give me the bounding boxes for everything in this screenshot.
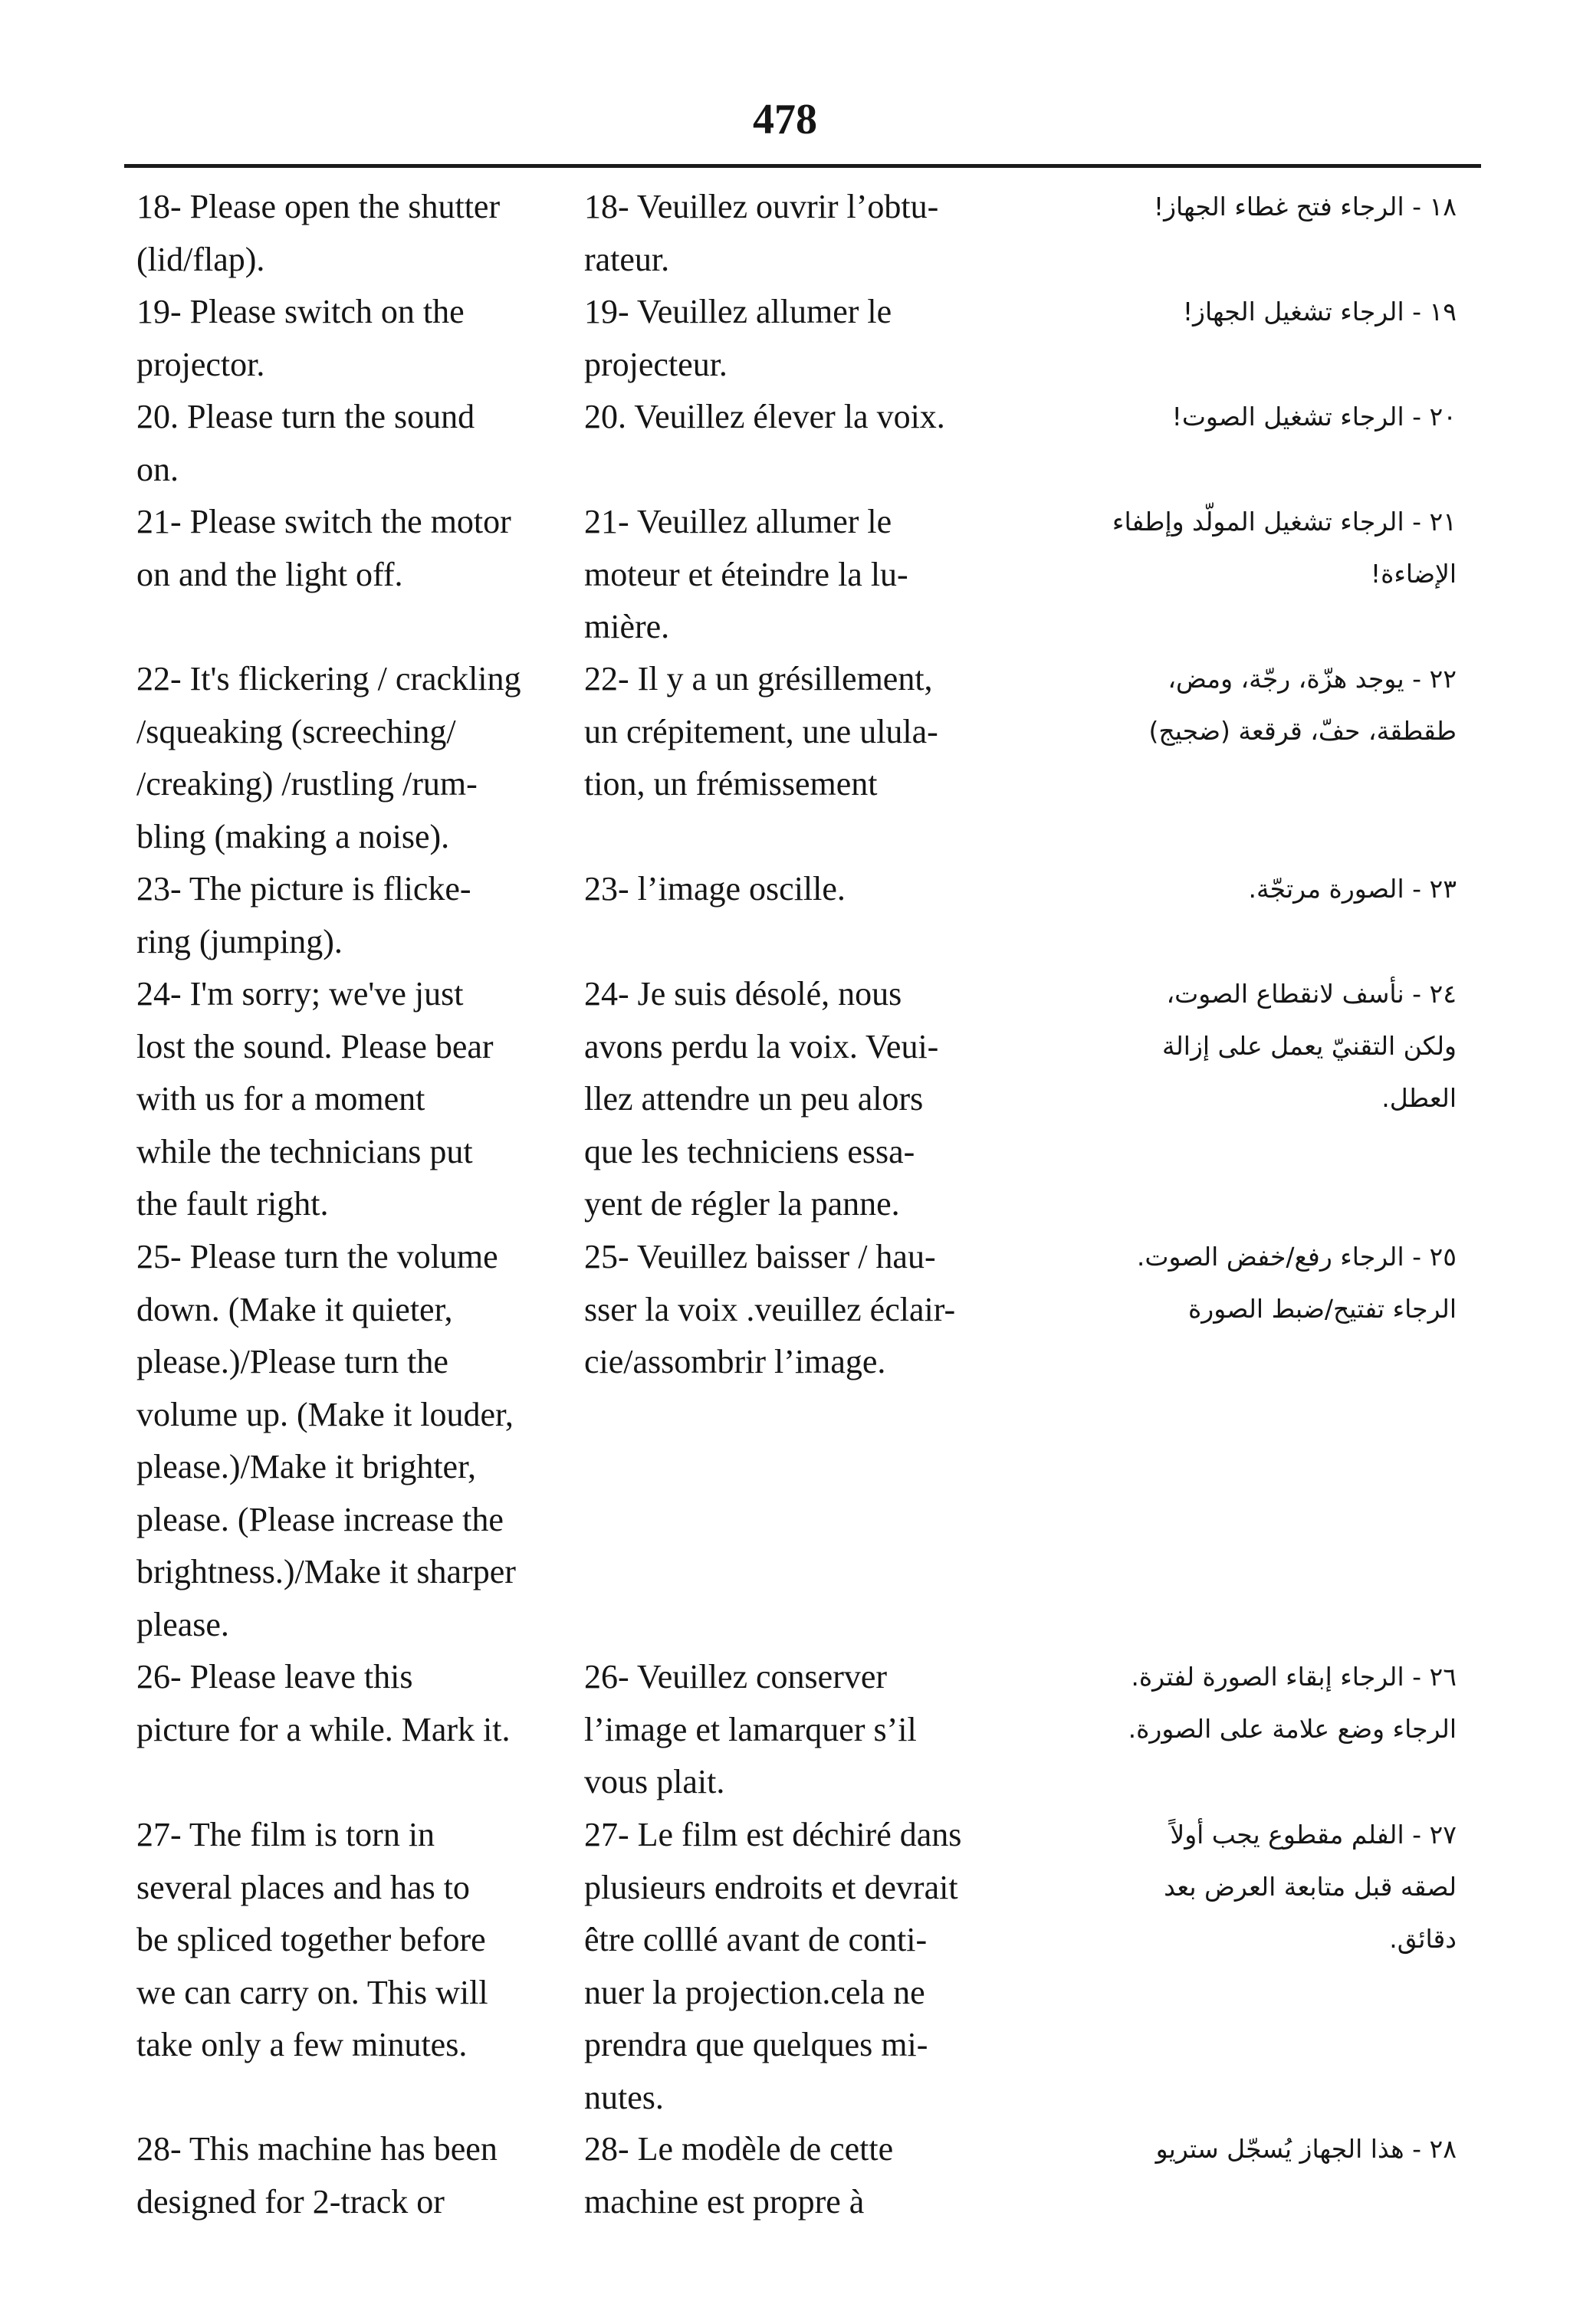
text-line: ٢٤ - نأسف لانقطاع الصوت، <box>1166 979 1457 1009</box>
page-number: 478 <box>753 96 817 143</box>
text-line: the fault right. <box>136 1185 329 1223</box>
english-text <box>136 653 554 863</box>
text-line: brightness.)/Make it sharper <box>136 1553 516 1590</box>
text-line: ring (jumping). <box>136 922 343 960</box>
english-text <box>136 496 554 601</box>
text-line: 19- Please switch on the <box>136 293 465 330</box>
english-text <box>136 1809 554 2072</box>
text-line: que les techniciens essa- <box>584 1132 915 1170</box>
text-line: plusieurs endroits et devrait <box>584 1868 958 1906</box>
text-line: l’image et lamarquer s’il <box>584 1710 917 1748</box>
text-line: nutes. <box>584 2078 664 2116</box>
text-line: 24- I'm sorry; we've just <box>136 975 464 1013</box>
text-line: bling (making a noise). <box>136 817 450 855</box>
text-line: ١٩ - الرجاء تشغيل الجهاز! <box>1182 297 1457 327</box>
arabic-text <box>1043 181 1457 233</box>
text-line: take only a few minutes. <box>136 2026 468 2063</box>
text-line: ٢٠ - الرجاء تشغيل الصوت! <box>1171 402 1457 432</box>
text-line: please.)/Make it brighter, <box>136 1448 476 1485</box>
text-line: tion, un frémissement <box>584 765 878 803</box>
text-line: 20. Please turn the sound <box>136 398 475 435</box>
arabic-text <box>1043 863 1457 915</box>
arabic-text <box>1043 968 1457 1124</box>
french-text <box>584 1231 1004 1389</box>
text-line: with us for a moment <box>136 1080 425 1118</box>
text-line: down. (Make it quieter, <box>136 1290 453 1328</box>
text-line: ٢٣ - الصورة مرتجّة. <box>1248 874 1457 904</box>
french-text <box>584 181 1004 286</box>
text-line: être colllé avant de conti- <box>584 1921 928 1958</box>
text-line: طقطقة، حفّ، قرقعة (ضجيج) <box>1148 716 1457 746</box>
text-line: on and the light off. <box>136 555 403 593</box>
text-line: الرجاء وضع علامة على الصورة. <box>1128 1714 1457 1744</box>
arabic-text <box>1043 653 1457 757</box>
french-text <box>584 1651 1004 1809</box>
text-line: several places and has to <box>136 1868 470 1906</box>
text-line: while the technicians put <box>136 1132 473 1170</box>
text-line: 27- The film is torn in <box>136 1816 435 1853</box>
text-line: 21- Veuillez allumer le <box>584 503 892 540</box>
text-line: lost the sound. Please bear <box>136 1027 494 1065</box>
text-line: 23- The picture is flicke- <box>136 870 471 908</box>
text-line: 21- Please switch the motor <box>136 503 511 540</box>
text-line: prendra que quelques mi- <box>584 2026 928 2063</box>
text-line: 22- It's flickering / crackling <box>136 660 521 698</box>
text-line: 27- Le film est déchiré dans <box>584 1816 962 1853</box>
text-line: ٢٧ - الفلم مقطوع يجب أولاً <box>1170 1820 1457 1850</box>
french-text <box>584 1809 1004 2124</box>
text-line: rateur. <box>584 240 670 278</box>
french-text <box>584 968 1004 1231</box>
english-text <box>136 181 554 286</box>
text-line: volume up. (Make it louder, <box>136 1395 514 1433</box>
text-line: we can carry on. This will <box>136 1973 488 2011</box>
text-line: machine est propre à <box>584 2182 865 2221</box>
text-line: un crépitement, une ulula- <box>584 712 938 750</box>
text-line: please.)/Please turn the <box>136 1343 448 1380</box>
english-text <box>136 1231 554 1651</box>
french-text <box>584 391 1004 444</box>
text-line: ٢٨ - هذا الجهاز يُسجّل ستريو <box>1155 2134 1457 2164</box>
text-line: ٢٥ - الرجاء رفع/خفض الصوت. <box>1136 1242 1457 1272</box>
text-line: on. <box>136 450 179 488</box>
english-text <box>136 2123 554 2228</box>
arabic-text <box>1043 286 1457 338</box>
text-line: 18- Please open the shutter <box>136 188 501 225</box>
text-line: llez attendre un peu alors <box>584 1080 924 1118</box>
arabic-text <box>1043 391 1457 443</box>
text-line: ١٨ - الرجاء فتح غطاء الجهاز! <box>1153 192 1457 222</box>
text-line: ٢٦ - الرجاء إبقاء الصورة لفترة. <box>1131 1662 1457 1692</box>
french-text <box>584 286 1004 391</box>
text-line: 25- Veuillez baisser / hau- <box>584 1238 936 1275</box>
text-line: 26- Please leave this <box>136 1658 413 1695</box>
french-text <box>584 863 1004 916</box>
text-line: yent de régler la panne. <box>584 1185 900 1223</box>
text-line: /creaking) /rustling /rum- <box>136 765 478 803</box>
arabic-text <box>1043 1809 1457 1965</box>
text-line: mière. <box>584 608 670 645</box>
arabic-text <box>1043 1231 1457 1335</box>
text-line: ٢٢ - يوجد هزّة، رجّة، ومض، <box>1168 664 1457 694</box>
text-line: be spliced together before <box>136 1921 486 1958</box>
english-text <box>136 391 554 496</box>
text-line: projecteur. <box>584 345 728 383</box>
text-line: الرجاء تفتيح/ضبط الصورة <box>1187 1294 1457 1324</box>
text-line: nuer la projection.cela ne <box>584 1973 925 2011</box>
text-line: please. (Please increase the <box>136 1500 504 1538</box>
header-rule <box>124 164 1481 168</box>
text-line: cie/assombrir l’image. <box>584 1343 886 1380</box>
text-line: 20. Veuillez élever la voix. <box>584 398 945 435</box>
text-line: 26- Veuillez conserver <box>584 1658 888 1695</box>
text-line: لصقه قبل متابعة العرض بعد <box>1164 1872 1457 1902</box>
text-line: 25- Please turn the volume <box>136 1238 498 1275</box>
french-text <box>584 496 1004 654</box>
text-line: please. <box>136 1605 229 1643</box>
text-line: الإضاءة! <box>1370 559 1457 589</box>
text-line: avons perdu la voix. Veui- <box>584 1027 939 1065</box>
text-line: 22- Il y a un grésillement, <box>584 660 933 698</box>
text-line: sser la voix .veuillez éclair- <box>584 1290 956 1328</box>
arabic-text <box>1043 496 1457 600</box>
text-line: ولكن التقنيّ يعمل على إزالة <box>1162 1031 1457 1061</box>
french-text <box>584 2123 1004 2228</box>
english-text <box>136 968 554 1231</box>
text-line: picture for a while. Mark it. <box>136 1710 511 1748</box>
arabic-text <box>1043 2123 1457 2175</box>
french-text <box>584 653 1004 811</box>
text-line: /squeaking (screeching/ <box>136 712 456 750</box>
english-text <box>136 286 554 391</box>
text-line: 24- Je suis désolé, nous <box>584 975 902 1013</box>
text-line: 18- Veuillez ouvrir l’obtu- <box>584 188 939 225</box>
text-line: designed for 2-track or <box>136 2182 445 2221</box>
text-line: (lid/flap). <box>136 240 265 278</box>
arabic-text <box>1043 1651 1457 1755</box>
text-line: دقائق. <box>1389 1924 1457 1954</box>
text-line: 19- Veuillez allumer le <box>584 293 892 330</box>
text-line: 28- Le modèle de cette <box>584 2130 894 2168</box>
text-line: projector. <box>136 345 265 383</box>
text-line: vous plait. <box>584 1763 725 1800</box>
english-text <box>136 1651 554 1756</box>
text-line: moteur et éteindre la lu- <box>584 555 908 593</box>
text-line: ٢١ - الرجاء تشغيل المولّد وإطفاء <box>1112 507 1457 537</box>
text-line: 23- l’image oscille. <box>584 870 846 908</box>
text-line: العطل. <box>1381 1083 1457 1113</box>
text-line: 28- This machine has been <box>136 2130 498 2168</box>
english-text <box>136 863 554 968</box>
